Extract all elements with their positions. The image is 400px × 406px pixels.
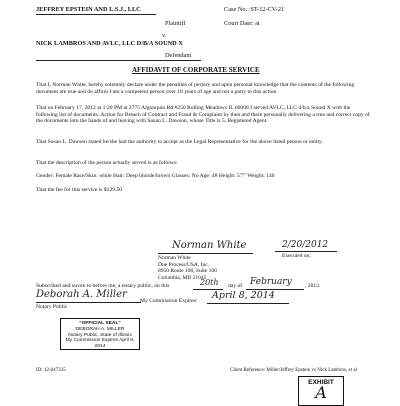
executed-date: 2/20/2012 — [282, 240, 329, 250]
seal-state: Notary Public, State of Illinois — [68, 332, 132, 338]
exhibit-sticker — [298, 376, 344, 406]
exhibit-number: A — [315, 383, 327, 402]
seal-title: "OFFICIAL SEAL" — [79, 321, 121, 326]
sworn-year: , 2012. — [305, 283, 321, 289]
server-signature-line — [158, 253, 253, 254]
plaintiff-role: Plaintiff — [165, 20, 186, 27]
caption-underline-bottom — [36, 60, 201, 61]
server-signature: Norman White — [172, 240, 247, 251]
paragraph-description-intro: That the description of the person actually served is as follows: — [36, 160, 178, 166]
paragraph-declaration: That I, Norman White, hereby solemnly declare under the penalties of perjury and upon personal knowledge that the contents of the following document are true and do affirm I am a competent person over 18 years of age and not a party to this action. — [36, 82, 355, 95]
document-title: AFFIDAVIT OF CORPORATE SERVICE — [132, 66, 260, 74]
case-number: Case No.: ST-12-CV-21 — [224, 6, 285, 13]
notary-signature: Deborah A. Miller — [36, 289, 127, 300]
server-company: Due Process/USA, Inc. — [158, 261, 210, 268]
paragraph-authority: That Susan L. Dawson stated he/she had the authority to accept as the Legal Representative for the above listed person or entity. — [36, 139, 323, 145]
seal-notary-name: DEBORAH A. MILLER — [75, 326, 125, 332]
versus-text: v. — [162, 32, 167, 39]
commission-label: My Commission Expires: — [140, 298, 198, 304]
notary-signature-line — [36, 302, 141, 303]
server-address-line2: Columbia, MD 21045 — [158, 274, 207, 281]
court-date: Court Date: at — [224, 20, 260, 27]
defendant-role: Defendant — [165, 52, 192, 59]
seal-expiry: My Commission Expires April 8, 2014 — [65, 338, 135, 350]
footer-id: ID: 12-047335 — [36, 368, 66, 373]
plaintiff-name: JEFFREY EPSTEIN AND L.S.J., LLC — [36, 6, 141, 13]
caption-underline-top — [36, 14, 156, 15]
executed-label: Executed on: — [282, 253, 311, 259]
paragraph-service: That on February 17, 2012 at 1:20 PM at 2775 Algonquin Rd #250 Rolling Meadows IL 60008 I served AVLC, LLC d/b/a Sound X with the following list of documents: Action for Breach of Contract and Fraud & Complaint by then and there personally delivering a true and correct copy of the documents into the hands of and leaving with Susan L. Dawson, whose Title is 5. Registered Agent. — [36, 105, 370, 125]
server-name: Norman White — [158, 255, 191, 261]
exhibit-label: EXHIBIT — [308, 379, 334, 386]
commission-date-line — [207, 303, 289, 304]
footer-client-reference: Client Reference: Miller/Jeffrey Epstein vs Nick Lambros, et al — [230, 368, 357, 373]
notary-label: Notary Public — [36, 304, 68, 310]
served-person-description: Gender: Female Race/Skin: white Hair: Deep blonde/brown Glasses: No Age: 48 Height: 5'7" Weight: 140 — [36, 173, 275, 179]
service-fee: That the fee for this service is $129.50 — [36, 187, 123, 193]
sworn-day-of: day of — [228, 283, 243, 289]
defendant-name: NICK LAMBROS AND AVLC, LLC D/B/A SOUND X — [36, 40, 183, 47]
sworn-day: 20th — [200, 278, 219, 287]
official-notary-seal — [60, 318, 140, 350]
sworn-statement-prefix: Subscribed and sworn to before me, a notary public, on this — [36, 283, 170, 289]
server-address-line1: 8950 Route 108, Suite 100 — [158, 268, 217, 275]
executed-date-line — [275, 251, 337, 252]
commission-date: April 8, 2014 — [212, 290, 275, 301]
sworn-month: February — [250, 277, 292, 287]
